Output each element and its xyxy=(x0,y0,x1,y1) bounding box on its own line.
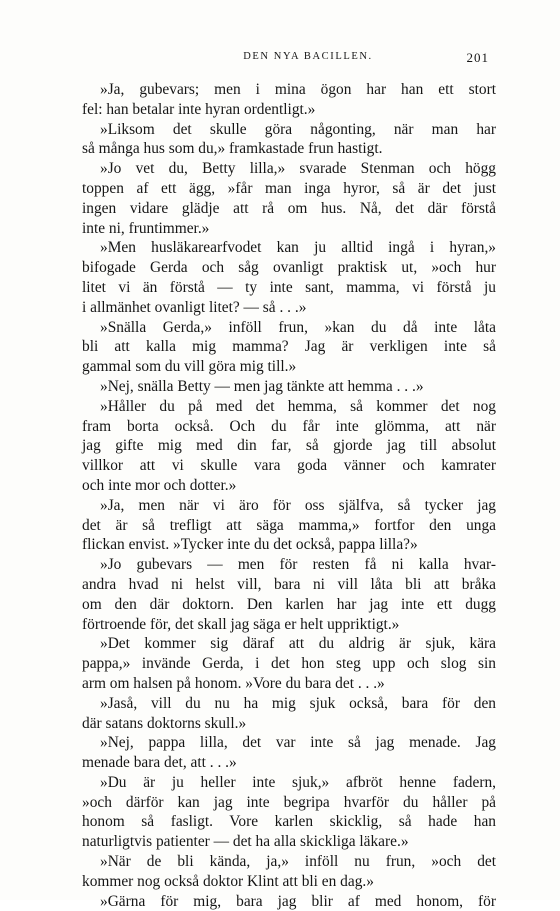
text-line: andra hvad ni helst vill, bara ni vill låta bli att bråka xyxy=(82,575,496,593)
text-line: kommer nog också doktor Klint att bli en dag.» xyxy=(82,872,374,890)
text-line: och inte mor och dotter.» xyxy=(82,476,237,494)
text-line: om den där doktorn. Den karlen har jag inte ett dugg xyxy=(82,595,496,613)
text-line: »Nej, pappa lilla, det var inte så jag menade. Jag xyxy=(100,734,496,752)
text-line: »Jo vet du, Betty lilla,» svarade Stenman och högg xyxy=(100,160,496,178)
text-line: »Gärna för mig, bara jag blir af med honom, för xyxy=(100,892,496,910)
page-number: 201 xyxy=(466,50,489,65)
running-header xyxy=(127,51,489,67)
text-line: »Snälla Gerda,» inföll frun, »kan du då inte låta xyxy=(100,318,496,336)
text-line: förtroende för, det skall jag säga er helt uppriktigt.» xyxy=(82,615,400,633)
text-line: i allmänhet ovanligt litet? — så . . .» xyxy=(82,298,307,316)
text-line: där satans doktorns skull.» xyxy=(82,714,247,732)
text-line: bifogade Gerda och såg ovanligt praktisk ut, »och hur xyxy=(82,259,496,277)
text-line: jag gifte mig med din far, så gjorde jag till absolut xyxy=(82,437,496,455)
text-line: flickan envist. »Tycker inte du det också, pappa lilla?» xyxy=(82,536,418,554)
text-line: pappa,» invände Gerda, i det hon steg upp och slog sin xyxy=(82,655,496,673)
text-line: »Håller du på med det hemma, så kommer det nog xyxy=(100,397,496,415)
text-line: fram borta också. Och du får inte glömma, att när xyxy=(82,417,496,435)
text-line: villkor att vi skulle vara goda vänner och kamrater xyxy=(82,457,496,475)
text-line: arm om halsen på honom. »Vore du bara det . . .» xyxy=(82,674,385,692)
text-line: litet vi än förstå — ty inte sant, mamma, vi förstå ju xyxy=(82,278,496,296)
text-line: »Du är ju heller inte sjuk,» afbröt henne fadern, xyxy=(100,773,496,791)
text-line: »och därför kan jag inte begripa hvarför du håller på xyxy=(82,793,496,811)
text-line: »Nej, snälla Betty — men jag tänkte att hemma . . .» xyxy=(100,377,424,395)
running-title: DEN NYA BACILLEN. xyxy=(243,51,373,62)
text-line: ingen vidare glädje att rå om hus. Nå, det där förstå xyxy=(82,199,496,217)
text-line: menade bara det, att . . .» xyxy=(82,754,237,772)
text-line: »Jaså, vill du nu ha mig sjuk också, bara för den xyxy=(100,694,496,712)
text-line: fel: han betalar inte hyran ordentligt.» xyxy=(82,100,316,118)
text-line: honom så fasligt. Vore karlen skicklig, så hade han xyxy=(82,813,496,831)
text-line: »Det kommer sig däraf att du aldrig är sjuk, kära xyxy=(100,635,496,653)
text-line: »Ja, men när vi äro för oss själfva, så tycker jag xyxy=(100,496,496,514)
text-line: »Men husläkarearfvodet kan ju alltid ingå i hyran,» xyxy=(100,239,496,257)
text-line: inte ni, fruntimmer.» xyxy=(82,219,210,237)
text-line: bli att kalla mig mamma? Jag är verkligen inte så xyxy=(82,338,496,356)
text-line: »Ja, gubevars; men i mina ögon har han ett stort xyxy=(100,81,496,98)
text-line: gammal som du vill göra mig till.» xyxy=(82,358,297,376)
text-line: »Liksom det skulle göra någonting, när man har xyxy=(100,120,496,138)
text-line: naturligtvis patienter — det ha alla skickliga läkare.» xyxy=(82,833,409,851)
text-line: toppen af ett ägg, »får man inga hyror, så är det just xyxy=(82,179,496,197)
text-line: »När de bli kända, ja,» inföll nu frun, »och det xyxy=(100,853,496,871)
text-line: det är så trefligt att säga mamma,» fortfor den unga xyxy=(82,516,496,534)
body-text xyxy=(82,80,496,911)
text-line: »Jo gubevars — men för resten få ni kalla hvar- xyxy=(100,556,496,574)
text-line: så många hus som du,» framkastade frun hastigt. xyxy=(82,140,383,158)
